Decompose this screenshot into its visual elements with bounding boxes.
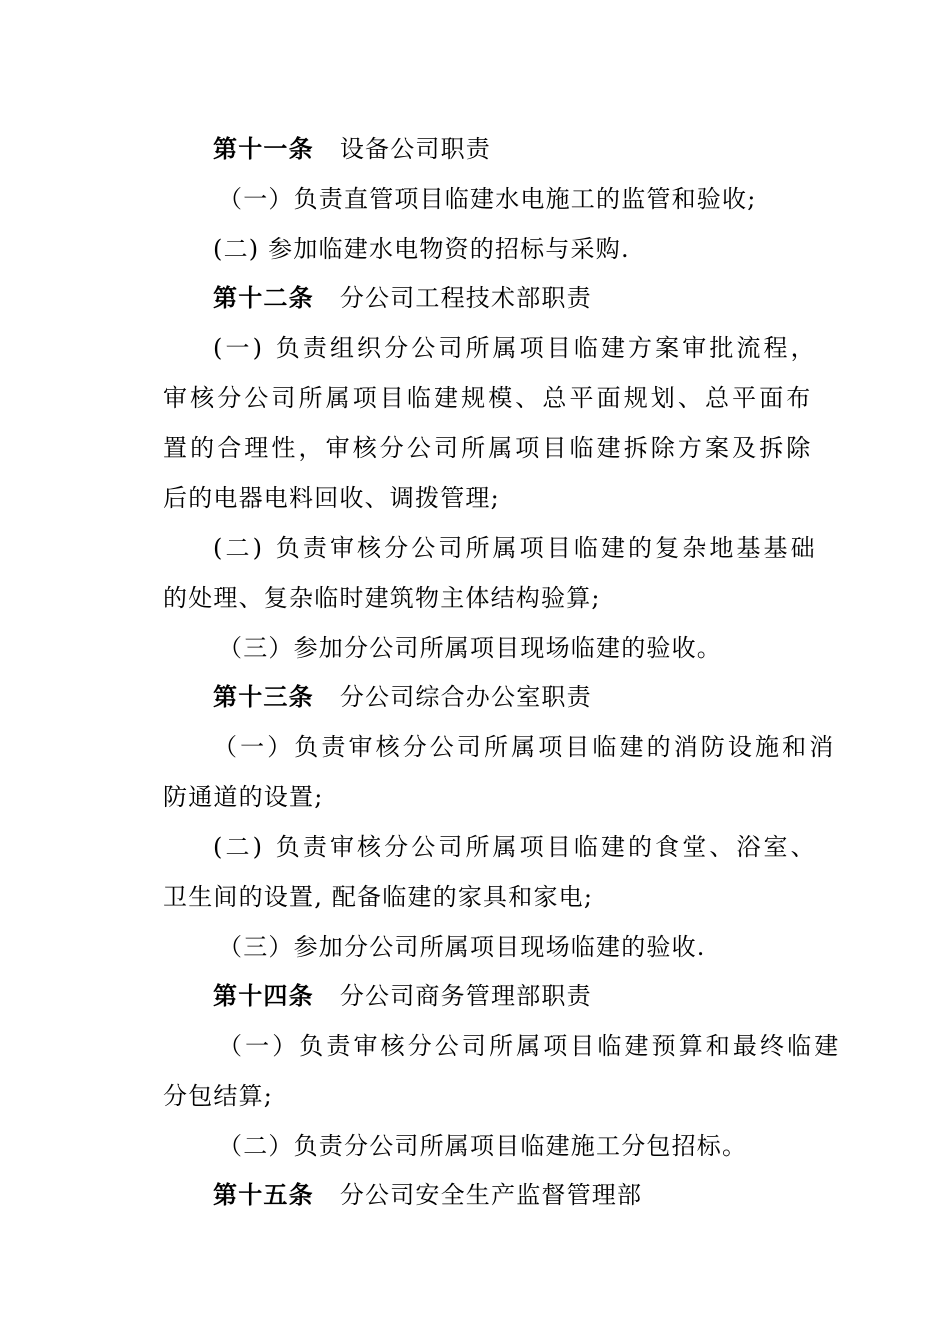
paragraph-line: 审核分公司所属项目临建规模、总平面规划、总平面布 (163, 384, 814, 412)
paragraph-line: （一）负责审核分公司所属项目临建的消防设施和消 (213, 733, 837, 761)
article-14-heading (213, 981, 853, 1011)
paragraph-line: 分包结算; (163, 1082, 274, 1110)
article-number: 第十五条 (213, 1180, 314, 1209)
paragraph-line: (二) 负责审核分公司所属项目临建的复杂地基基础 (213, 534, 818, 562)
article-title: 分公司工程技术部职责 (339, 284, 592, 312)
paragraph-line: (一) 负责组织分公司所属项目临建方案审批流程， (213, 334, 818, 362)
article-title: 分公司安全生产监督管理部 (339, 1181, 643, 1209)
paragraph-line: 的处理、复杂临时建筑物主体结构验算; (163, 584, 601, 612)
article-11-heading (213, 134, 853, 164)
paragraph-line: 置的合理性，审核分公司所属项目临建拆除方案及拆除 (163, 434, 814, 462)
article-13-heading (213, 682, 853, 712)
article-15-heading (213, 1180, 853, 1210)
article-title: 分公司综合办公室职责 (339, 683, 592, 711)
paragraph-line: (二) 参加临建水电物资的招标与采购. (213, 235, 630, 263)
article-number: 第十三条 (213, 682, 314, 711)
article-title: 设备公司职责 (339, 135, 492, 163)
paragraph-line: （三）参加分公司所属项目现场临建的验收。 (218, 634, 722, 662)
paragraph-line: （三）参加分公司所属项目现场临建的验收. (218, 933, 706, 961)
article-12-heading (213, 283, 853, 313)
article-number: 第十二条 (213, 283, 314, 312)
paragraph-line: 卫生间的设置, 配备临建的家具和家电; (163, 883, 594, 911)
paragraph-line: 防通道的设置; (163, 783, 324, 811)
paragraph-line: 后的电器电料回收、调拨管理; (163, 484, 500, 512)
paragraph-line: （二）负责分公司所属项目临建施工分包招标。 (218, 1132, 748, 1160)
article-title: 分公司商务管理部职责 (339, 982, 592, 1010)
paragraph-line: (二) 负责审核分公司所属项目临建的食堂、浴室、 (213, 833, 818, 861)
paragraph-line: （一）负责直管项目临建水电施工的监管和验收; (218, 185, 757, 213)
article-number: 第十一条 (213, 134, 314, 163)
paragraph-line: （一）负责审核分公司所属项目临建预算和最终临建 (218, 1032, 842, 1060)
article-number: 第十四条 (213, 981, 314, 1010)
